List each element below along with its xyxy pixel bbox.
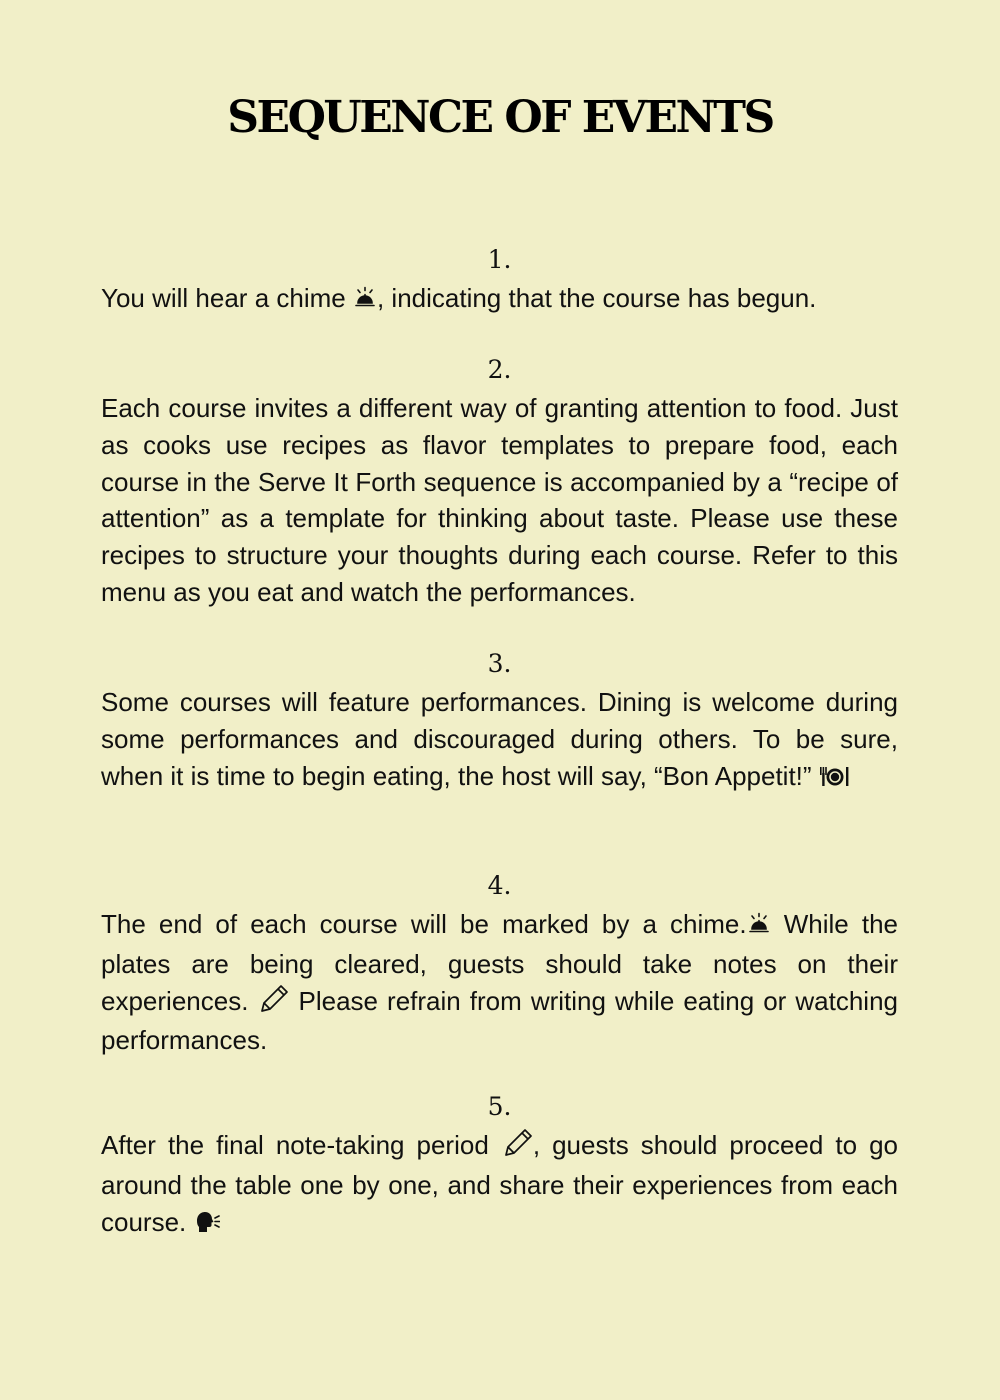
pencil-icon: [501, 1127, 533, 1167]
step-4: [101, 868, 898, 1059]
step-text-part: The end of each course will be marked by a chime.: [101, 909, 747, 939]
step-text-part: , guests should proceed to go around the table one by one, and share their experiences from each course.: [101, 1130, 899, 1237]
step-number: 3.: [487, 649, 512, 678]
step-text-part: You will hear a chime: [101, 283, 346, 313]
step-text-part: , indicating that the course has begun.: [376, 283, 817, 313]
step-text: [101, 280, 898, 320]
page-title: SEQUENCE OF EVENTS: [227, 92, 773, 143]
step-number: 1.: [487, 245, 512, 274]
step-text: [101, 906, 898, 1059]
step-text: [101, 684, 898, 797]
step-text-part: Some courses will feature performances. Dining is welcome during some performances and discouraged during others. To be sure, when it is time to begin eating, the host will say, “Bon Appetit!”: [101, 687, 898, 791]
step-text: [101, 1127, 898, 1243]
step-3: [101, 646, 898, 797]
bell-icon: [747, 909, 771, 946]
plate-icon: [819, 761, 849, 798]
step-number: 4.: [487, 871, 512, 900]
bell-icon: [353, 283, 377, 320]
speaking-head-icon: [194, 1207, 220, 1244]
step-text-part: After the final note-taking period: [101, 1130, 489, 1160]
pencil-icon: [257, 983, 289, 1023]
step-number: 2.: [487, 355, 512, 384]
step-5: [101, 1089, 898, 1243]
step-number: 5.: [487, 1092, 512, 1121]
step-1: [101, 242, 898, 320]
step-2: [101, 352, 898, 611]
step-text: Each course invites a different way of granting attention to food. Just as cooks use recipes as flavor templates to prepare food, each course in the Serve It Forth sequence is accompanied by a “recipe of attention” as a template for thinking about taste. Please use these recipes to structure your thoughts during each course. Refer to this menu as you eat and watch the performances.: [101, 393, 898, 607]
step-text-part: While the plates are being cleared, guests should take notes on their experiences.: [101, 909, 898, 1016]
step-text-part: Please refrain from writing while eating or watching performances.: [101, 985, 898, 1056]
